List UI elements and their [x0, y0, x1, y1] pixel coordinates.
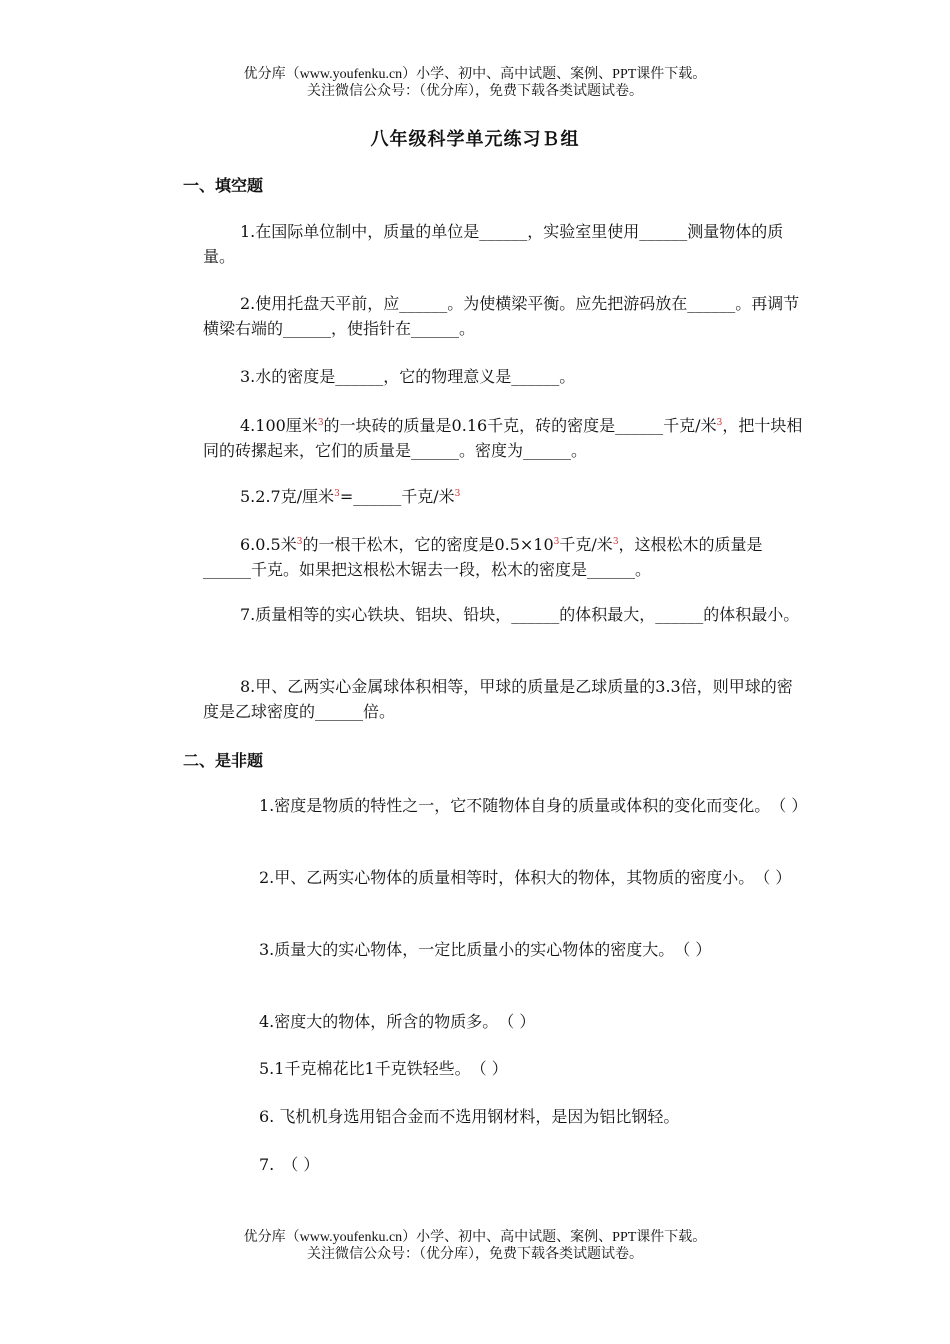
tf-question-4: 4.密度大的物体，所含的物质多。 （ ）	[259, 1012, 536, 1031]
tf-question-1: 1.密度是物质的特性之一，它不随物体自身的质量或体积的变化而变化。 （ ）	[259, 796, 808, 815]
page-title: 八年级科学单元练习Ｂ组	[370, 129, 580, 150]
tf-question-3: 3.质量大的实心物体，一定比质量小的实心物体的密度大。 （ ）	[259, 940, 712, 959]
page-header	[0, 66, 950, 100]
header-line-1: 优分库（www.youfenku.cn）小学、初中、高中试题、案例、PPT课件下载。	[243, 67, 707, 82]
footer-line-2: 关注微信公众号：（优分库），免费下载各类试题试卷。	[307, 1247, 643, 1262]
footer-line-1: 优分库（www.youfenku.cn）小学、初中、高中试题、案例、PPT课件下载。	[243, 1230, 707, 1245]
header-line-2: 关注微信公众号：（优分库），免费下载各类试题试卷。	[307, 84, 643, 99]
fill-question-1: 1.在国际单位制中，质量的单位是______，实验室里使用______测量物体的质量。	[203, 222, 784, 266]
fill-question-2: 2.使用托盘天平前，应______。为使横梁平衡。应先把游码放在______。再调节横梁右端的______，使指针在______。	[203, 294, 800, 338]
fill-question-8: 8.甲、乙两实心金属球体积相等，甲球的质量是乙球质量的3.3倍，则甲球的密度是乙球密度的______倍。	[203, 677, 793, 721]
fill-question-5: 5.2.7克/厘米$^3$=______千克/米$^3$	[240, 487, 461, 506]
tf-question-7: 7. （ ）	[259, 1155, 320, 1174]
fill-question-7: 7.质量相等的实心铁块、铝块、铅块，______的体积最大，______的体积最小。	[240, 605, 800, 624]
fill-question-6: 6.0.5米$^3$的一根干松木，它的密度是$0.5\times 10^3$千克/米$^3$，这根松木的质量是______千克。如果把这根松木锯去一段，松木的密度是______。	[203, 535, 763, 579]
section-true-false-heading: 二、是非题	[183, 751, 264, 770]
tf-question-2: 2.甲、乙两实心物体的质量相等时，体积大的物体，其物质的密度小。 （ ）	[259, 868, 792, 887]
tf-question-6: 6. 飞机机身选用铝合金而不选用钢材料，是因为铝比钢轻。	[259, 1107, 680, 1126]
tf-question-5: 5.1千克棉花比1千克铁轻些。 （ ）	[259, 1059, 508, 1078]
section-fill-in-heading: 一、填空题	[183, 176, 264, 195]
page-footer	[0, 1229, 950, 1263]
fill-question-3: 3.水的密度是______，它的物理意义是______。	[240, 367, 576, 386]
fill-question-4: 4.100厘米$^3$的一块砖的质量是0.16千克，砖的密度是______千克/米$^3$，把十块相同的砖摞起来，它们的质量是______。密度为______。	[203, 416, 803, 460]
